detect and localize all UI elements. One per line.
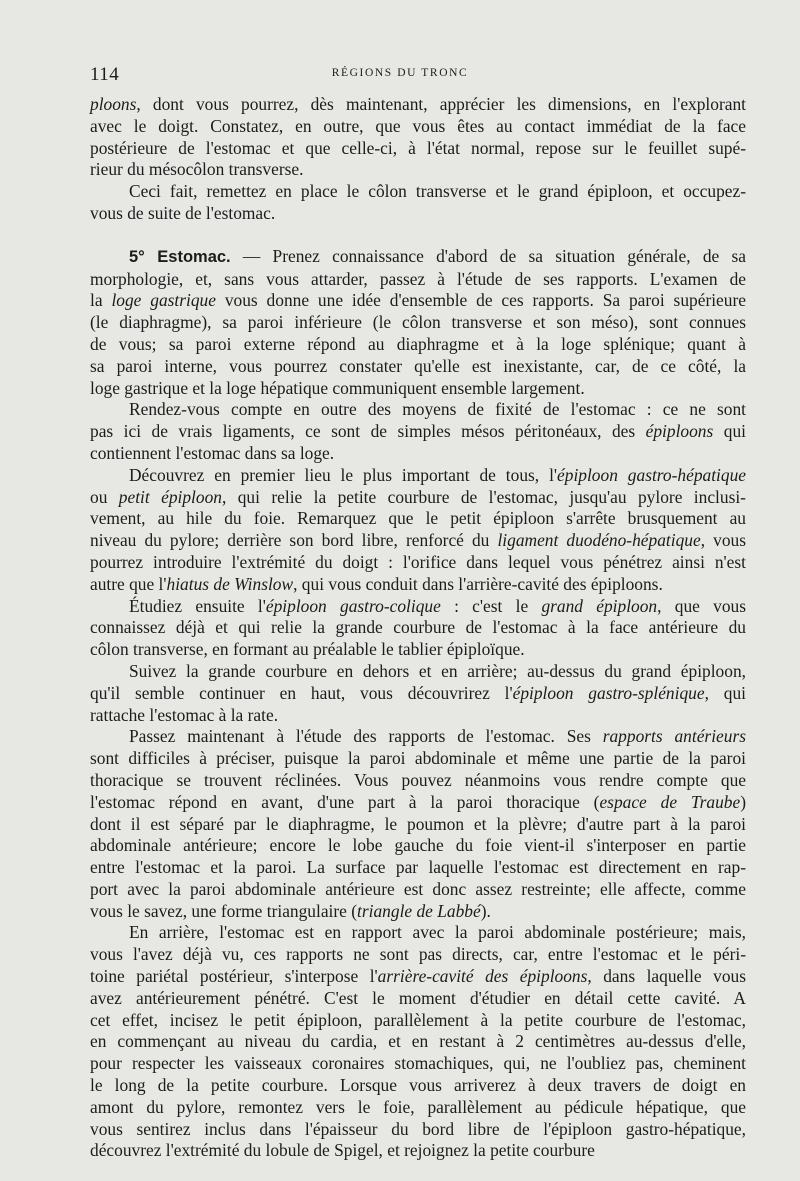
- text-line: [90, 1097, 746, 1119]
- text-line: [90, 487, 746, 509]
- text-run: amont du pylore, remontez vers le foie, parallèlement au pédicule hépatique, que: [90, 1096, 746, 1117]
- text-run: vous sentirez inclus dans l'épaisseur du bord libre de l'épiploon gastro-hépatique,: [90, 1118, 746, 1139]
- italic-term: épiploon gastro-splénique: [512, 682, 705, 703]
- text-line: [90, 596, 746, 618]
- italic-term: espace de Traube: [599, 791, 741, 812]
- text-run: abdominale antérieure; encore le lobe gauche du foie vient-il s'interposer en partie: [90, 835, 746, 856]
- text-run: Étudiez ensuite l': [129, 595, 266, 616]
- text-line: [90, 792, 746, 814]
- italic-term: grand épiploon: [541, 595, 658, 616]
- paragraph: [90, 181, 746, 225]
- text-line: [90, 835, 746, 857]
- paragraph: [90, 246, 746, 400]
- text-line: [90, 181, 746, 203]
- text-run: dont il est séparé par le diaphragme, le poumon et la plèvre; d'autre part à la paroi: [90, 813, 746, 834]
- italic-term: triangle de Labbé: [357, 900, 481, 921]
- italic-term: ploons: [90, 94, 137, 114]
- text-line: [90, 312, 746, 334]
- text-line: [90, 334, 746, 356]
- text-run: côlon transverse, en formant au préalable le tablier épiploïque.: [90, 639, 525, 660]
- text-run: avez antérieurement pénétré. C'est le moment d'étudier en détail cette cavité. A: [90, 987, 746, 1008]
- text-run: connaissez déjà et qui relie la grande courbure de l'estomac à la face antérieure du: [90, 617, 746, 638]
- text-run: morphologie, et, sans vous attarder, passez à l'étude de ses rapports. L'examen de: [90, 268, 746, 289]
- text-line: [90, 1031, 746, 1053]
- text-run: , qui relie la petite courbure de l'estomac, jusqu'au pylore inclusi-: [221, 486, 746, 507]
- text-line: [90, 705, 746, 727]
- text-run: pourrez introduire l'extrémité du doigt : l'orifice dans lequel vous pénétrez ainsi n'est: [90, 551, 746, 572]
- text-run: contiennent l'estomac dans sa loge.: [90, 442, 335, 463]
- italic-term: hiatus de Winslow: [166, 573, 294, 594]
- text-run: vous de suite de l'estomac.: [90, 202, 276, 223]
- text-line: [90, 116, 746, 138]
- text-line: [90, 901, 746, 923]
- text-line: [90, 683, 746, 705]
- text-line: [90, 530, 746, 552]
- running-title: RÉGIONS DU TRONC: [331, 67, 469, 79]
- text-run: rieur du mésocôlon transverse.: [90, 159, 304, 180]
- text-run: qui: [713, 421, 746, 442]
- text-run: ou: [90, 486, 119, 507]
- text-run: vous l'avez déjà vu, ces rapports ne sont pas directs, car, entre l'estomac et le péri-: [90, 944, 746, 965]
- text-line: [90, 922, 746, 944]
- text-run: de vous; sa paroi externe répond au diaphragme et à la loge splénique; quant à: [90, 333, 746, 354]
- text-run: Ceci fait, remettez en place le côlon transverse et le grand épiploon, et occupez-: [129, 181, 746, 202]
- text-run: rattache l'estomac à la rate.: [90, 704, 279, 725]
- italic-term: rapports antérieurs: [602, 726, 746, 747]
- text-line: [90, 879, 746, 901]
- text-run: vous donne une idée d'ensemble de ces rapports. Sa paroi supérieure: [215, 290, 746, 311]
- text-run: : c'est le: [440, 595, 542, 616]
- text-run: , que vous: [657, 595, 746, 616]
- text-line: [90, 944, 746, 966]
- text-run: (le diaphragme), sa paroi inférieure (le côlon transverse et son méso), sont connues: [90, 312, 746, 333]
- text-run: qu'il semble continuer en haut, vous découvrirez l': [90, 682, 513, 703]
- italic-term: arrière-cavité des épiploons: [377, 966, 588, 987]
- italic-term: loge gastrique: [111, 290, 216, 311]
- text-run: la: [90, 290, 112, 311]
- text-line: [90, 399, 746, 421]
- text-line: [90, 748, 746, 770]
- paragraph: [90, 399, 746, 464]
- text-run: le long de la petite courbure. Lorsque vous arriverez à deux travers de doigt en: [90, 1075, 746, 1096]
- text-run: — Prenez connaissance d'abord de sa situation générale, de sa: [230, 245, 746, 266]
- text-run: Suivez la grande courbure en dehors et en arrière; au-dessus du grand épiploon,: [129, 660, 746, 681]
- page-header: [0, 60, 800, 86]
- section-gap: [90, 225, 746, 246]
- text-run: port avec la paroi abdominale antérieure est donc assez restreinte; elle affecte, comme: [90, 878, 746, 899]
- text-line: [90, 94, 746, 116]
- text-run: En arrière, l'estomac est en rapport avec la paroi abdominale postérieure; mais,: [129, 922, 746, 943]
- text-line: [90, 443, 746, 465]
- text-line: [90, 421, 746, 443]
- body-text: [90, 94, 746, 1162]
- text-run: autre que l': [90, 573, 167, 594]
- text-run: Passez maintenant à l'étude des rapports de l'estomac. Ses: [129, 726, 603, 747]
- text-run: pas ici de vrais ligaments, ce sont de simples mésos péritonéaux, des: [90, 421, 646, 442]
- italic-term: épiploons: [645, 421, 714, 442]
- text-line: [90, 639, 746, 661]
- text-line: [90, 814, 746, 836]
- italic-term: épiploon gastro-hépatique: [557, 464, 746, 485]
- text-line: [90, 508, 746, 530]
- text-line: [90, 378, 746, 400]
- text-line: [90, 552, 746, 574]
- text-run: ).: [480, 900, 491, 921]
- text-line: [90, 988, 746, 1010]
- text-run: , vous: [700, 530, 746, 551]
- text-run: thoracique se trouvent réclinées. Vous pouvez néanmoins vous rendre compte que: [90, 769, 746, 790]
- text-line: [90, 574, 746, 596]
- text-run: niveau du pylore; derrière son bord libre, renforcé du: [90, 530, 498, 551]
- italic-term: petit épiploon: [118, 486, 222, 507]
- text-run: ): [740, 791, 746, 812]
- text-line: [90, 770, 746, 792]
- text-run: découvrez l'extrémité du lobule de Spigel, et rejoignez la petite courbure: [90, 1140, 595, 1161]
- section-heading: 5° Estomac.: [129, 247, 231, 266]
- text-line: [90, 966, 746, 988]
- page-number: 114: [90, 64, 120, 85]
- text-line: [90, 1140, 746, 1162]
- text-run: , qui: [704, 682, 746, 703]
- italic-term: ligament duodéno-hépatique: [497, 530, 701, 551]
- text-run: toine pariétal postérieur, s'interpose l': [90, 966, 378, 987]
- text-run: entre l'estomac et la paroi. La surface par laquelle l'estomac est directement en rap-: [90, 857, 746, 878]
- text-run: en commençant au niveau du cardia, et en restant à 2 centimètres au-dessus d'elle,: [90, 1031, 746, 1052]
- text-line: [90, 661, 746, 683]
- paragraph: [90, 661, 746, 726]
- italic-term: épiploon gastro-colique: [265, 595, 441, 616]
- text-line: [90, 159, 746, 181]
- text-line: [90, 726, 746, 748]
- text-run: loge gastrique et la loge hépatique communiquent ensemble largement.: [90, 377, 585, 398]
- paragraph: [90, 922, 746, 1162]
- text-run: cet effet, incisez le petit épiploon, parallèlement à la petite courbure de l'estomac,: [90, 1009, 746, 1030]
- text-line: [90, 203, 746, 225]
- text-line: [90, 857, 746, 879]
- text-run: vement, au hile du foie. Remarquez que le petit épiploon s'arrête brusquement au: [90, 508, 746, 529]
- text-line: [90, 1075, 746, 1097]
- text-run: postérieure de l'estomac et que celle-ci, à l'état normal, repose sur le feuillet supé-: [90, 137, 746, 158]
- paragraph: [90, 596, 746, 661]
- text-run: avec le doigt. Constatez, en outre, que vous êtes au contact immédiat de la face: [90, 115, 746, 136]
- text-line: [90, 1053, 746, 1075]
- text-line: [90, 617, 746, 639]
- text-run: , qui vous conduit dans l'arrière-cavité des épiploons.: [293, 573, 663, 594]
- text-run: Découvrez en premier lieu le plus important de tous, l': [129, 464, 558, 485]
- text-run: , dans laquelle vous: [587, 966, 746, 987]
- paragraph: [90, 465, 746, 596]
- text-line: [90, 138, 746, 160]
- text-line: [90, 356, 746, 378]
- text-run: vous le savez, une forme triangulaire (: [90, 900, 358, 921]
- text-run: l'estomac répond en avant, d'une part à la paroi thoracique (: [90, 791, 600, 812]
- text-run: , dont vous pourrez, dès maintenant, apprécier les dimensions, en l'explorant: [136, 94, 746, 114]
- text-run: sa paroi interne, vous pourrez constater qu'elle est inexistante, car, de ce côté, la: [90, 355, 746, 376]
- paragraph: [90, 726, 746, 922]
- text-line: [90, 269, 746, 291]
- text-line: [90, 290, 746, 312]
- text-line: [90, 1010, 746, 1032]
- text-line: [90, 1119, 746, 1141]
- text-run: Rendez-vous compte en outre des moyens de fixité de l'estomac : ce ne sont: [129, 399, 746, 420]
- text-line: [90, 246, 746, 269]
- text-run: sont difficiles à préciser, puisque la paroi abdominale et même une partie de la paroi: [90, 748, 746, 769]
- text-line: [90, 465, 746, 487]
- text-run: pour respecter les vaisseaux coronaires stomachiques, qui, ne l'oubliez pas, cheminent: [90, 1053, 746, 1074]
- paragraph: [90, 94, 746, 181]
